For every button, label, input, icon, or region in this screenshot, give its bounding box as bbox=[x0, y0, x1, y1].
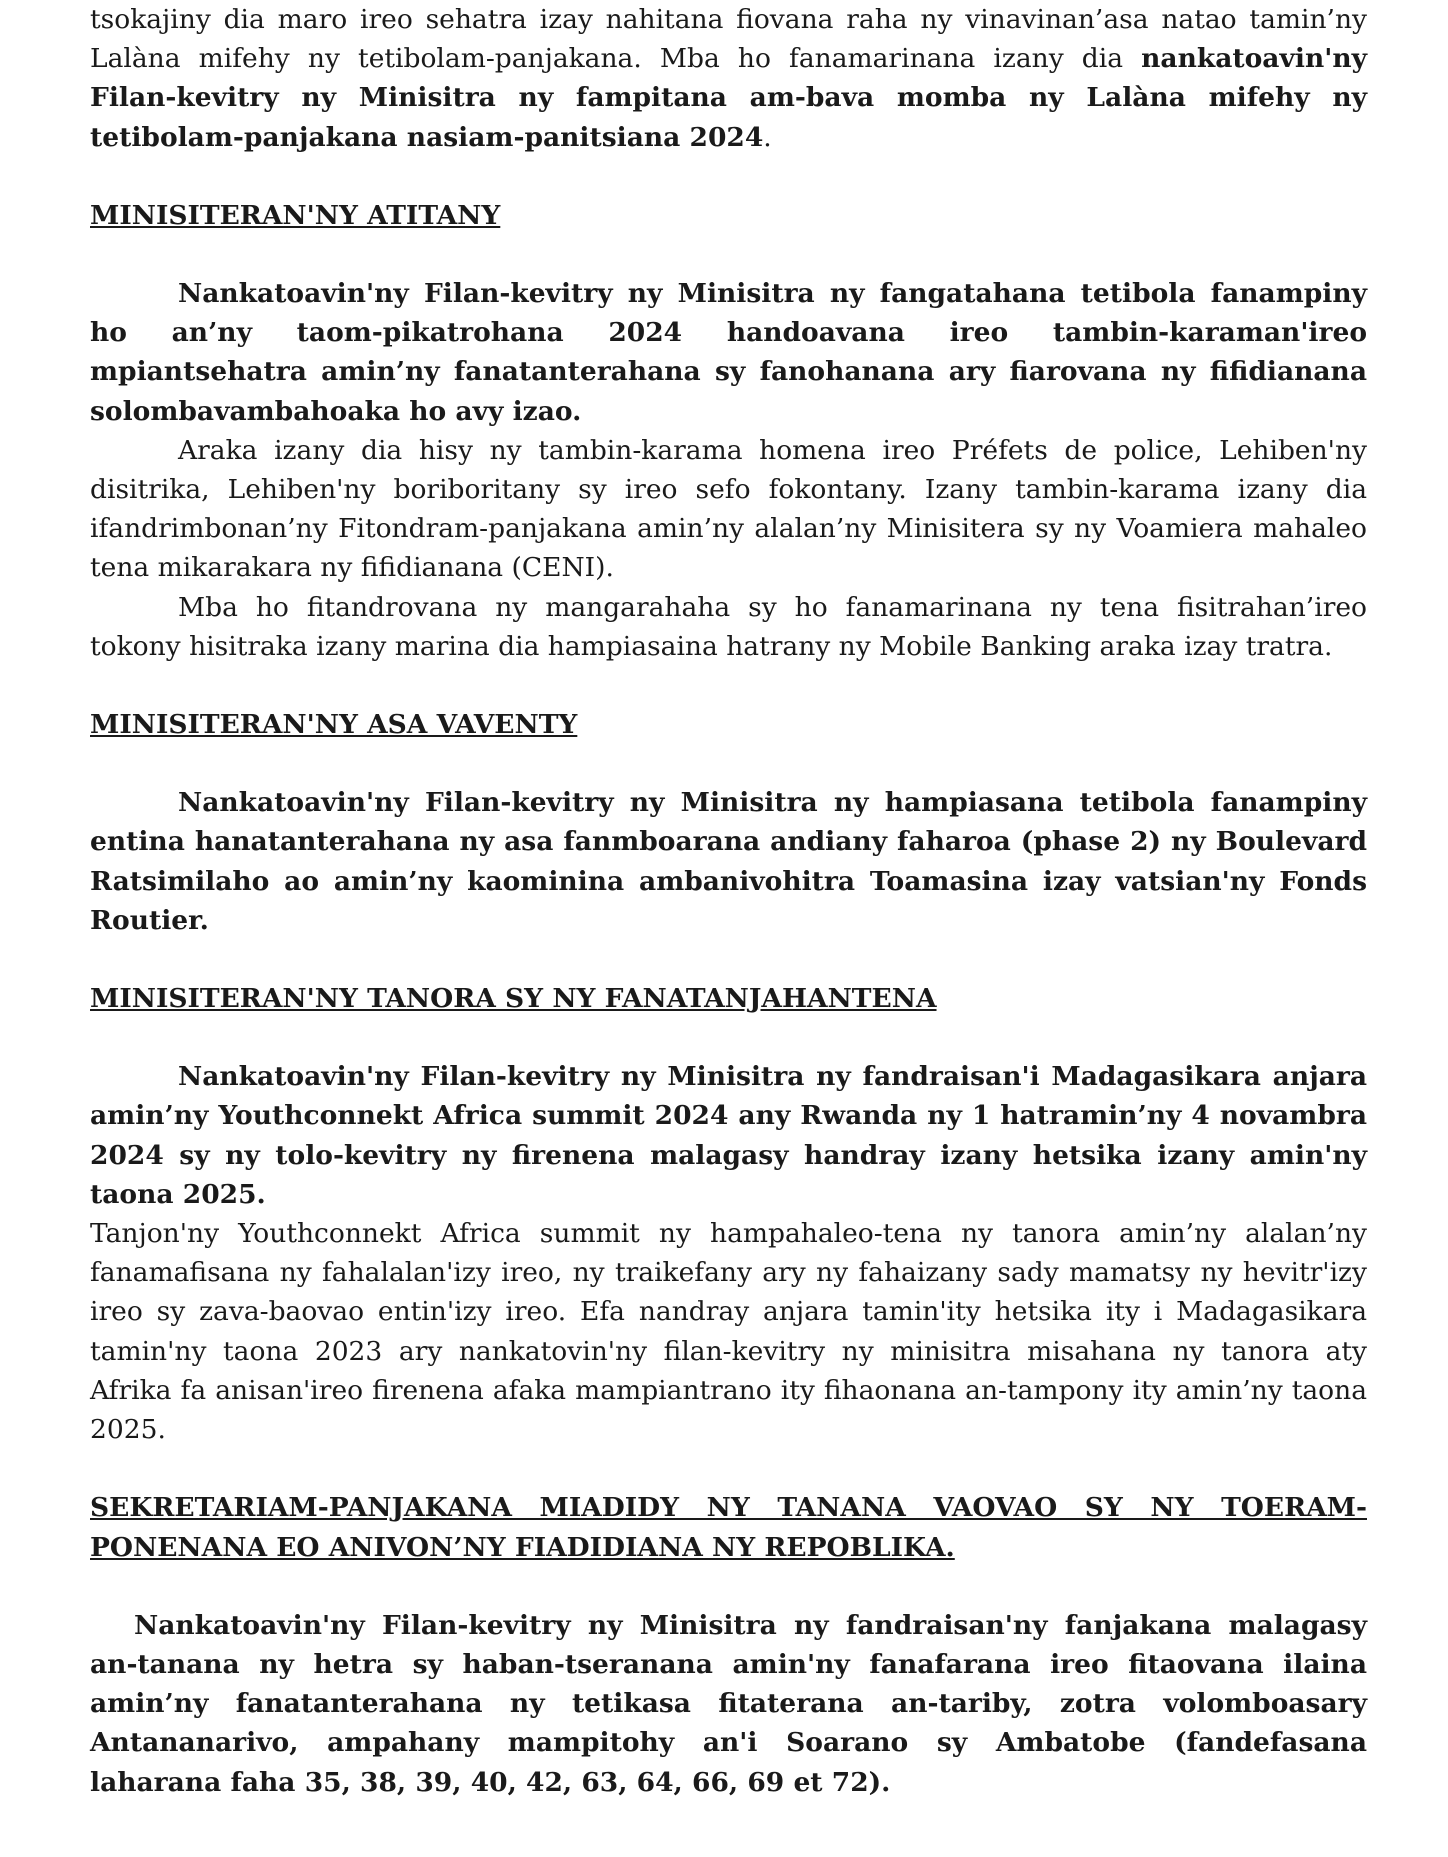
atitany-paragraph-2: Araka izany dia hisy ny tambin-karama homena ireo Préfets de police, Lehiben'ny disitrika, Lehiben'ny boriboritany sy ireo sefo fokontany. Izany tambin-karama izany dia ifandrimbonan’ny Fitondram-panjakana amin’ny alalan’ny Minisitera sy ny Voamiera mahaleo tena mikarakara ny fifidianana (CENI). bbox=[90, 434, 1367, 584]
spacer bbox=[90, 666, 1367, 705]
intro-bold-text: nankatoavin'ny Filan-kevitry ny Minisitra ny fampitana am-bava momba ny Lalàna mifehy ny tetibolam-panjakana nasiam-panitsiana 2024 bbox=[90, 43, 1367, 153]
atitany-paragraph-3: Mba ho fitandrovana ny mangarahaha sy ho fanamarinana ny tena fisitrahan’ireo tokony hisitraka izany marina dia hampiasaina hatrany ny Mobile Banking araka izay tratra. bbox=[90, 591, 1367, 662]
section-heading-sekretariam: SEKRETARIAM-PANJAKANA MIADIDY NY TANANA VAOVAO SY NY TOERAM-PONENANA EO ANIVON’NY FIADIDIANA NY REPOBLIKA. bbox=[90, 1492, 1367, 1563]
tanora-paragraph-2: Tanjon'ny Youthconnekt Africa summit ny hampahaleo-tena ny tanora amin’ny alalan’ny fanamafisana ny fahalalan'izy ireo, ny traikefany ary ny fahaizany sady mamatsy ny hevitr'izy ireo sy zava-baovao entin'izy ireo. Efa nandray anjara tamin'ity hetsika ity i Madagasikara tamin'ny taona 2023 ary nankatovin'ny filan-kevitry ny minisitra misahana ny tanora aty Afrika fa anisan'ireo firenena afaka mampiantrano ity fihaonana an-tampony ity amin’ny taona 2025. bbox=[90, 1218, 1367, 1446]
sekretariam-decision: Nankatoavin'ny Filan-kevitry ny Minisitra ny fandraisan'ny fanjakana malagasy an-tanana ny hetra sy haban-tseranana amin'ny fanafarana ireo fitaovana ilaina amin’ny fanatanterahana ny tetikasa fitaterana an-tariby, zotra volomboasary Antananarivo, ampahany mampitohy an'i Soarano sy Ambatobe (fandefasana laharana faha 35, 38, 39, 40, 42, 63, 64, 66, 69 et 72). bbox=[90, 1609, 1367, 1798]
spacer bbox=[90, 1449, 1367, 1488]
intro-paragraph bbox=[90, 0, 1367, 157]
spacer bbox=[90, 235, 1367, 274]
intro-text: tsokajiny dia maro ireo sehatra izay nahitana fiovana raha ny vinavinan’asa natao tamin’ny Lalàna mifehy ny tetibolam-panjakana. Mba ho fanamarinana izany dia bbox=[90, 4, 1367, 75]
spacer bbox=[90, 1018, 1367, 1057]
asa-vaventy-decision: Nankatoavin'ny Filan-kevitry ny Minisitra ny hampiasana tetibola fanampiny entina hanatanterahana ny asa fanmboarana andiany faharoa (phase 2) ny Boulevard Ratsimilaho ao amin’ny kaominina ambanivohitra Toamasina izay vatsian'ny Fonds Routier. bbox=[90, 787, 1367, 936]
spacer bbox=[90, 1567, 1367, 1606]
section-heading-tanora: MINISITERAN'NY TANORA SY NY FANATANJAHANTENA bbox=[90, 983, 937, 1015]
tanora-decision: Nankatoavin'ny Filan-kevitry ny Minisitra ny fandraisan'i Madagasikara anjara amin’ny Youthconnekt Africa summit 2024 any Rwanda ny 1 hatramin’ny 4 novambra 2024 sy ny tolo-kevitry ny firenena malagasy handray izany hetsika izany amin'ny taona 2025. bbox=[90, 1061, 1367, 1210]
spacer bbox=[90, 157, 1367, 196]
intro-end: . bbox=[763, 121, 772, 153]
section-heading-asa-vaventy: MINISITERAN'NY ASA VAVENTY bbox=[90, 709, 578, 741]
document-page bbox=[90, 0, 1367, 1802]
atitany-decision: Nankatoavin'ny Filan-kevitry ny Minisitra ny fangatahana tetibola fanampiny ho an’ny taom-pikatrohana 2024 handoavana ireo tambin-karaman'ireo mpiantsehatra amin’ny fanatanterahana sy fanohanana ary fiarovana ny fifidianana solombavambahoaka ho avy izao. bbox=[90, 278, 1367, 427]
section-heading-atitany: MINISITERAN'NY ATITANY bbox=[90, 199, 501, 231]
spacer bbox=[90, 744, 1367, 783]
spacer bbox=[90, 940, 1367, 979]
